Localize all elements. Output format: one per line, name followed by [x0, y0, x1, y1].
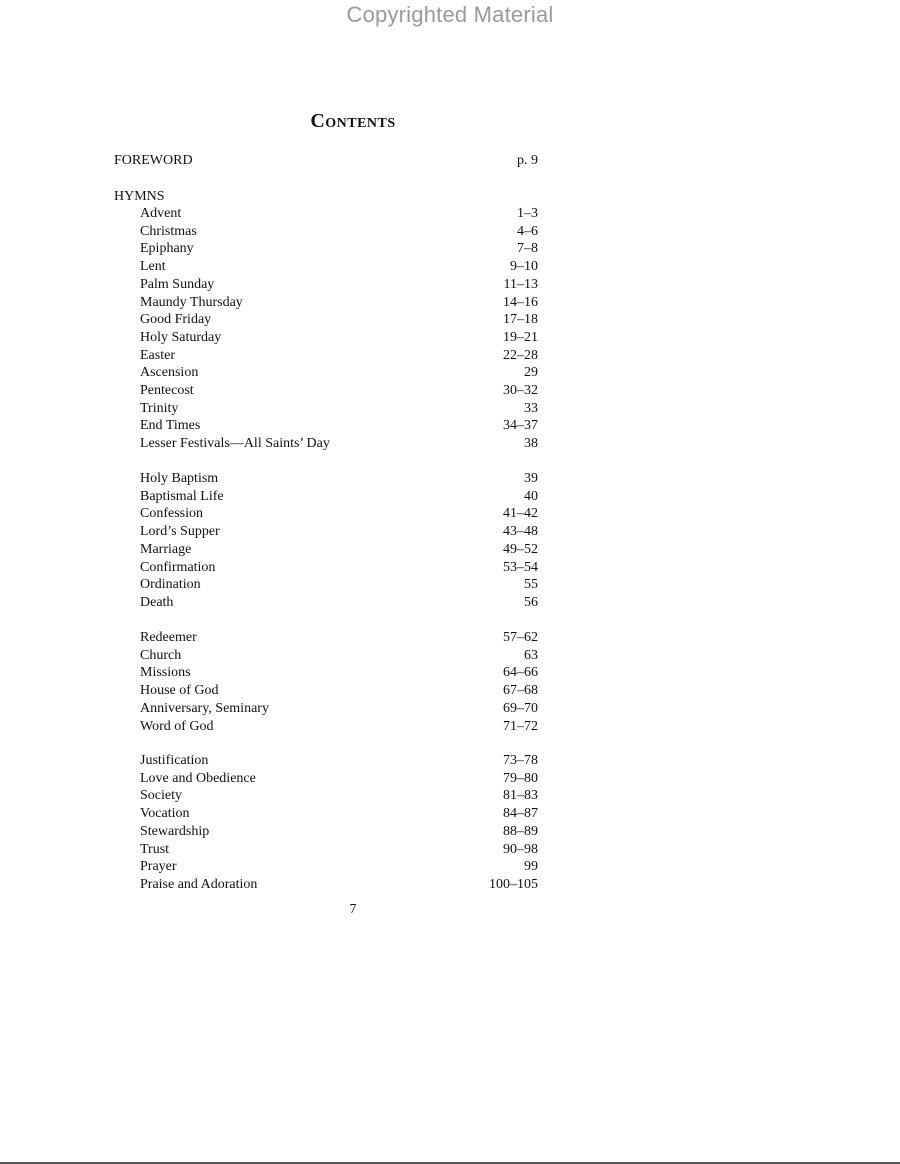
toc-entry: [114, 258, 538, 276]
toc-entry: [114, 276, 538, 294]
toc-entry: [114, 823, 538, 841]
toc-entry-label: Baptismal Life: [140, 488, 224, 504]
toc-entry: [114, 700, 538, 718]
toc-entry-page: 11–13: [503, 276, 538, 292]
toc-entry: [114, 488, 538, 506]
toc-entry-label: Society: [140, 788, 182, 804]
toc-entry-page: 67–68: [503, 683, 538, 699]
toc-entry: [114, 805, 538, 823]
toc-entry: [114, 523, 538, 541]
toc-entry-label: Palm Sunday: [140, 276, 215, 292]
toc-entry-page: 40: [524, 488, 538, 504]
toc-entry-page: 34–37: [503, 418, 538, 434]
toc-entry-page: 38: [524, 436, 538, 452]
toc-entry: [114, 787, 538, 805]
toc-entry-label: End Times: [140, 418, 201, 434]
toc-entry-page: 14–16: [503, 294, 538, 310]
toc-entry: [114, 752, 538, 770]
toc-entry-label: FOREWORD: [114, 153, 193, 168]
toc-entry: [114, 505, 538, 523]
toc-entry: [114, 841, 538, 859]
toc-entry-page: 79–80: [503, 770, 538, 786]
toc-entry-page: 4–6: [517, 223, 538, 239]
toc-entry-label: Maundy Thursday: [140, 294, 243, 310]
toc-entry: [114, 770, 538, 788]
section-heading-label: HYMNS: [114, 189, 165, 204]
toc-entry-page: 1–3: [517, 206, 538, 221]
toc-entry: [114, 559, 538, 577]
toc-entry-label: Easter: [140, 347, 175, 363]
toc-entry-label: Word of God: [140, 718, 214, 734]
toc-entry-page: 69–70: [503, 700, 538, 716]
toc-entry-label: Epiphany: [140, 241, 194, 257]
toc-entry-label: Lesser Festivals—All Saints’ Day: [140, 436, 330, 452]
section-heading-hymns: [114, 188, 538, 206]
toc-entry-page: 73–78: [503, 753, 538, 768]
toc-entry-page: 43–48: [503, 524, 538, 540]
toc-entry-page: 81–83: [503, 788, 538, 804]
toc-entry: [114, 876, 538, 894]
toc-entry-label: Trinity: [140, 400, 179, 416]
toc-entry-page: p. 9: [517, 153, 538, 168]
toc-entry-page: 56: [524, 594, 538, 610]
toc-entry: [114, 364, 538, 382]
toc-entry-label: Missions: [140, 665, 191, 681]
toc-entry: [114, 576, 538, 594]
toc-entry-label: Confession: [140, 506, 203, 522]
toc-entry-label: Ordination: [140, 577, 201, 593]
toc-entry-label: Death: [140, 594, 174, 610]
toc-entry: [114, 417, 538, 435]
toc-entry: [114, 347, 538, 365]
toc-entry-label: Trust: [140, 841, 170, 857]
toc-entry-page: 84–87: [503, 806, 538, 822]
toc-entry-label: Lent: [140, 259, 166, 275]
page-number: 7: [349, 902, 357, 917]
toc-entry-page: 63: [524, 647, 538, 663]
toc-entry-page: 30–32: [503, 383, 538, 398]
toc-entry-label: Holy Baptism: [140, 471, 219, 486]
toc-entry-label: Marriage: [140, 541, 192, 557]
toc-entry: [114, 541, 538, 559]
toc-entry: [114, 294, 538, 312]
toc-entry: [114, 858, 538, 876]
toc-entry-page: 57–62: [503, 630, 538, 645]
toc-entry-page: 33: [524, 400, 538, 416]
toc-entry-label: House of God: [140, 683, 219, 699]
toc-entry: [114, 382, 538, 400]
toc-entry-label: Prayer: [140, 859, 177, 875]
toc-entry-label: Anniversary, Seminary: [140, 700, 269, 716]
toc-entry-page: 53–54: [503, 559, 538, 575]
toc-entry-label: Praise and Adoration: [140, 876, 258, 892]
toc-entry-page: 99: [524, 859, 538, 875]
toc-entry: [114, 311, 538, 329]
toc-entry-page: 19–21: [503, 329, 538, 345]
toc-entry-label: Advent: [140, 206, 182, 221]
toc-entry: [114, 470, 538, 488]
toc-entry-label: Ascension: [140, 365, 199, 381]
toc-entry: [114, 329, 538, 347]
toc-entry-page: 55: [524, 577, 538, 593]
toc-entry: [114, 400, 538, 418]
toc-entry: [114, 647, 538, 665]
toc-entry: [114, 435, 538, 453]
toc-entry-label: Christmas: [140, 223, 197, 239]
toc-entry-page: 29: [524, 365, 538, 381]
toc-entry-page: 90–98: [503, 841, 538, 857]
toc-entry-label: Love and Obedience: [140, 770, 256, 786]
toc-entry-label: Good Friday: [140, 312, 212, 328]
toc-entry-page: 100–105: [489, 876, 538, 892]
toc-entry-page: 88–89: [503, 823, 538, 839]
toc-entry-label: Holy Saturday: [140, 329, 222, 345]
page-title: Contents: [310, 110, 396, 132]
toc-entry-label: Lord’s Supper: [140, 524, 220, 540]
toc-entry-page: 71–72: [503, 718, 538, 734]
toc-entry-page: 64–66: [503, 665, 538, 681]
toc-entry-label: Confirmation: [140, 559, 216, 575]
toc-entry: [114, 682, 538, 700]
toc-entry-label: Redeemer: [140, 630, 197, 645]
toc-entry: [114, 664, 538, 682]
toc-entry-foreword: [114, 152, 538, 170]
toc-entry-page: 9–10: [510, 259, 538, 275]
toc-entry-label: Vocation: [140, 806, 190, 822]
toc-entry: [114, 223, 538, 241]
toc-entry-page: 22–28: [503, 347, 538, 363]
toc-entry: [114, 594, 538, 612]
toc-entry-page: 7–8: [517, 241, 538, 257]
toc-entry-page: 17–18: [503, 312, 538, 328]
toc-entry: [114, 205, 538, 223]
toc-entry-label: Stewardship: [140, 823, 210, 839]
toc-entry-label: Justification: [140, 753, 209, 768]
toc-entry-page: 41–42: [503, 506, 538, 522]
toc-entry-label: Pentecost: [140, 383, 194, 398]
copyright-watermark: Copyrighted Material: [346, 2, 554, 27]
toc-entry: [114, 240, 538, 258]
toc-entry-page: 49–52: [503, 541, 538, 557]
toc-entry-page: 39: [524, 471, 538, 486]
toc-entry: [114, 629, 538, 647]
toc-entry: [114, 718, 538, 736]
toc-entry-label: Church: [140, 647, 182, 663]
